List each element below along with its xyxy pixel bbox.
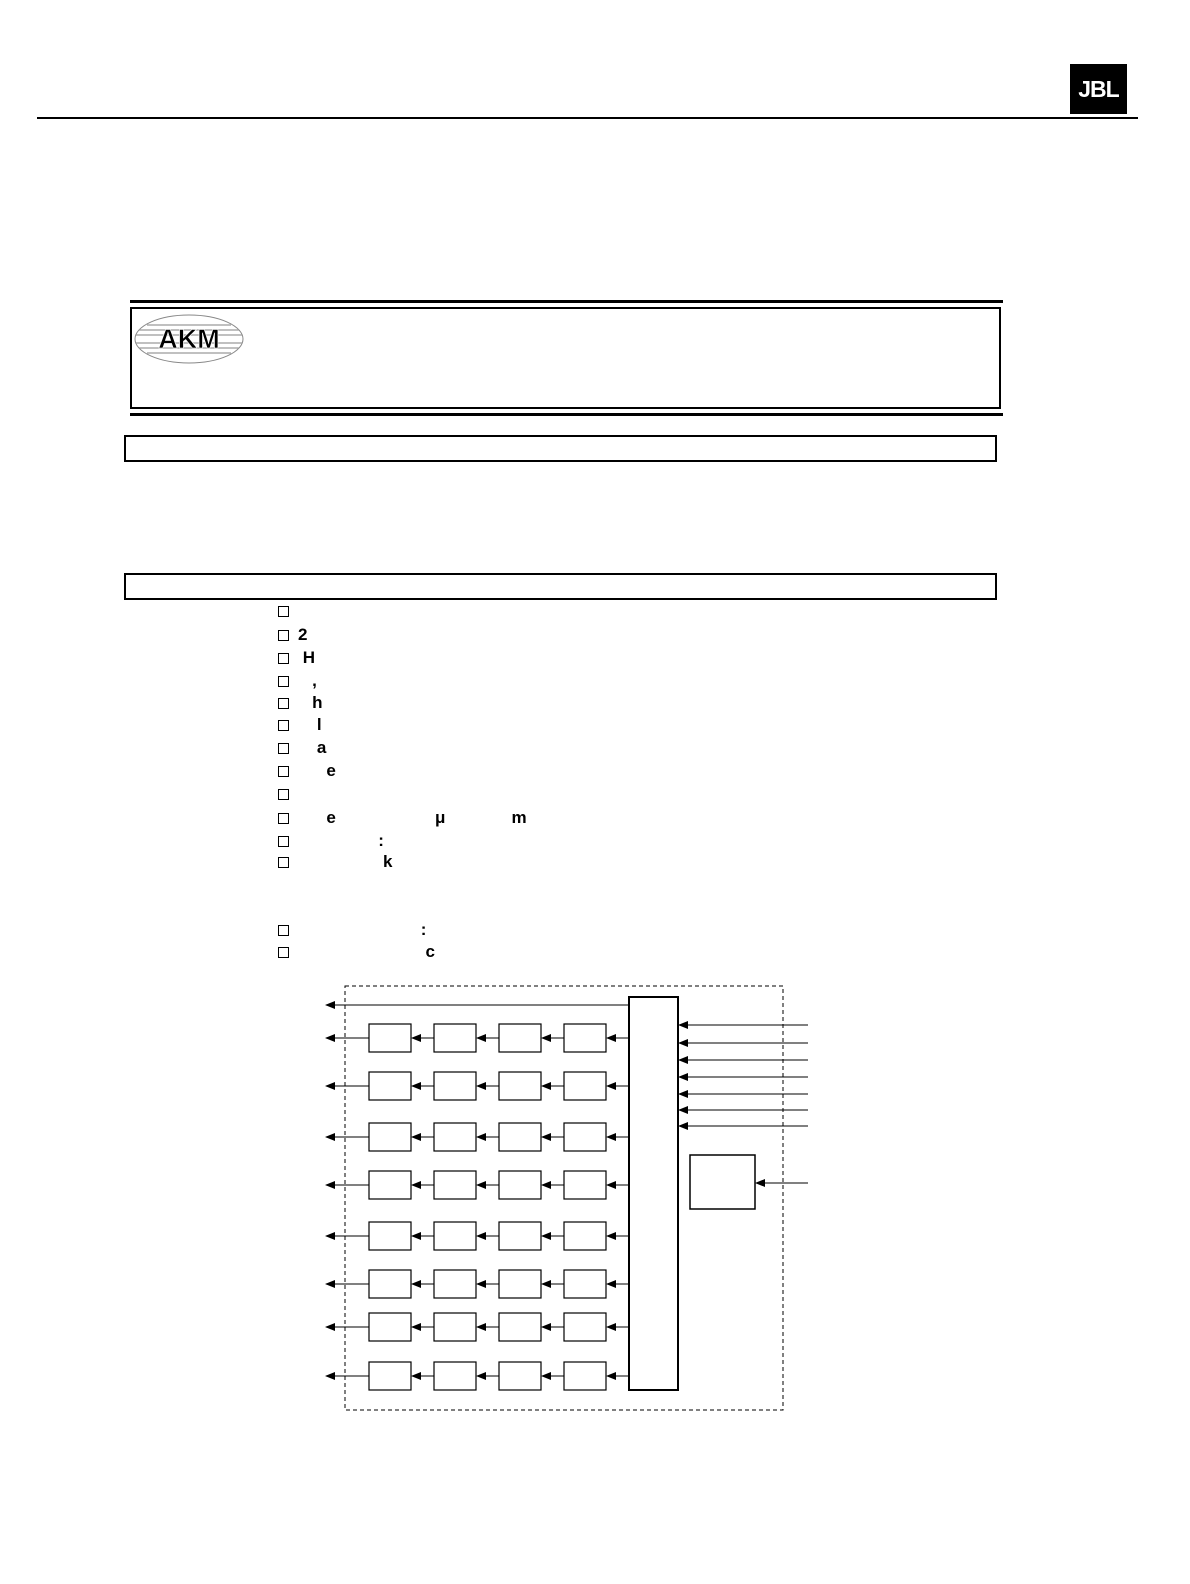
processing-block [434,1362,476,1390]
processing-block [369,1313,411,1341]
feature-item [278,692,323,714]
akm-logo [133,313,245,365]
processing-block [369,1123,411,1151]
processing-block [369,1024,411,1052]
akm-banner [130,307,1001,409]
header-rule [37,117,1138,119]
feature-text: e [298,761,336,780]
checkbox-icon [278,698,289,709]
processing-block [369,1362,411,1390]
checkbox-icon [278,676,289,687]
processing-block [564,1270,606,1298]
checkbox-icon [278,743,289,754]
checkbox-icon [278,630,289,641]
feature-text: e μ m [298,808,527,827]
checkbox-icon [278,925,289,936]
section-bar-features [124,573,997,600]
feature-item [278,830,384,852]
banner-bottom-rule [130,413,1003,416]
processing-block [434,1270,476,1298]
feature-item [278,737,326,759]
processing-block [434,1171,476,1199]
processing-block [564,1362,606,1390]
interface-block [629,997,678,1390]
feature-item [278,714,322,736]
processing-block [499,1270,541,1298]
checkbox-icon [278,766,289,777]
feature-item [278,851,392,873]
processing-block [369,1171,411,1199]
processing-block [564,1072,606,1100]
checkbox-icon [278,720,289,731]
checkbox-icon [278,836,289,847]
feature-text: : [298,920,427,939]
processing-block [564,1024,606,1052]
processing-block [499,1362,541,1390]
processing-block [499,1072,541,1100]
feature-text: 2 [298,625,308,644]
processing-block [369,1072,411,1100]
feature-text: k [298,852,393,871]
auxiliary-block [690,1155,755,1209]
processing-block [434,1123,476,1151]
feature-item [278,600,298,622]
banner-top-rule [130,300,1003,303]
processing-block [499,1123,541,1151]
feature-item [278,783,298,805]
feature-item [278,670,317,692]
checkbox-icon [278,947,289,958]
processing-block [564,1123,606,1151]
checkbox-icon [278,857,289,868]
checkbox-icon [278,606,289,617]
feature-text: h [298,693,323,712]
feature-item [278,807,527,829]
processing-block [499,1171,541,1199]
brand-logo-text: JBL [1078,75,1119,102]
processing-block [434,1024,476,1052]
processing-block [564,1313,606,1341]
feature-item [278,624,307,646]
jbl-logo [1070,64,1127,114]
feature-item [278,760,336,782]
feature-text: H [298,648,315,667]
processing-block [564,1222,606,1250]
feature-item [278,941,435,963]
checkbox-icon [278,813,289,824]
processing-block [499,1024,541,1052]
processing-block [434,1222,476,1250]
processing-block [369,1222,411,1250]
feature-text: a [298,738,327,757]
processing-block [434,1313,476,1341]
processing-block [499,1313,541,1341]
checkbox-icon [278,653,289,664]
processing-block [564,1171,606,1199]
processing-block [499,1222,541,1250]
processing-block [369,1270,411,1298]
block-diagram [320,980,820,1420]
feature-item [278,919,426,941]
checkbox-icon [278,789,289,800]
feature-text: , [298,671,317,690]
feature-text: l [298,715,322,734]
feature-text: c [298,942,435,961]
akm-logo-text: AKM [158,324,220,354]
section-bar-description [124,435,997,462]
feature-item [278,647,315,669]
feature-text: : [298,831,384,850]
processing-block [434,1072,476,1100]
